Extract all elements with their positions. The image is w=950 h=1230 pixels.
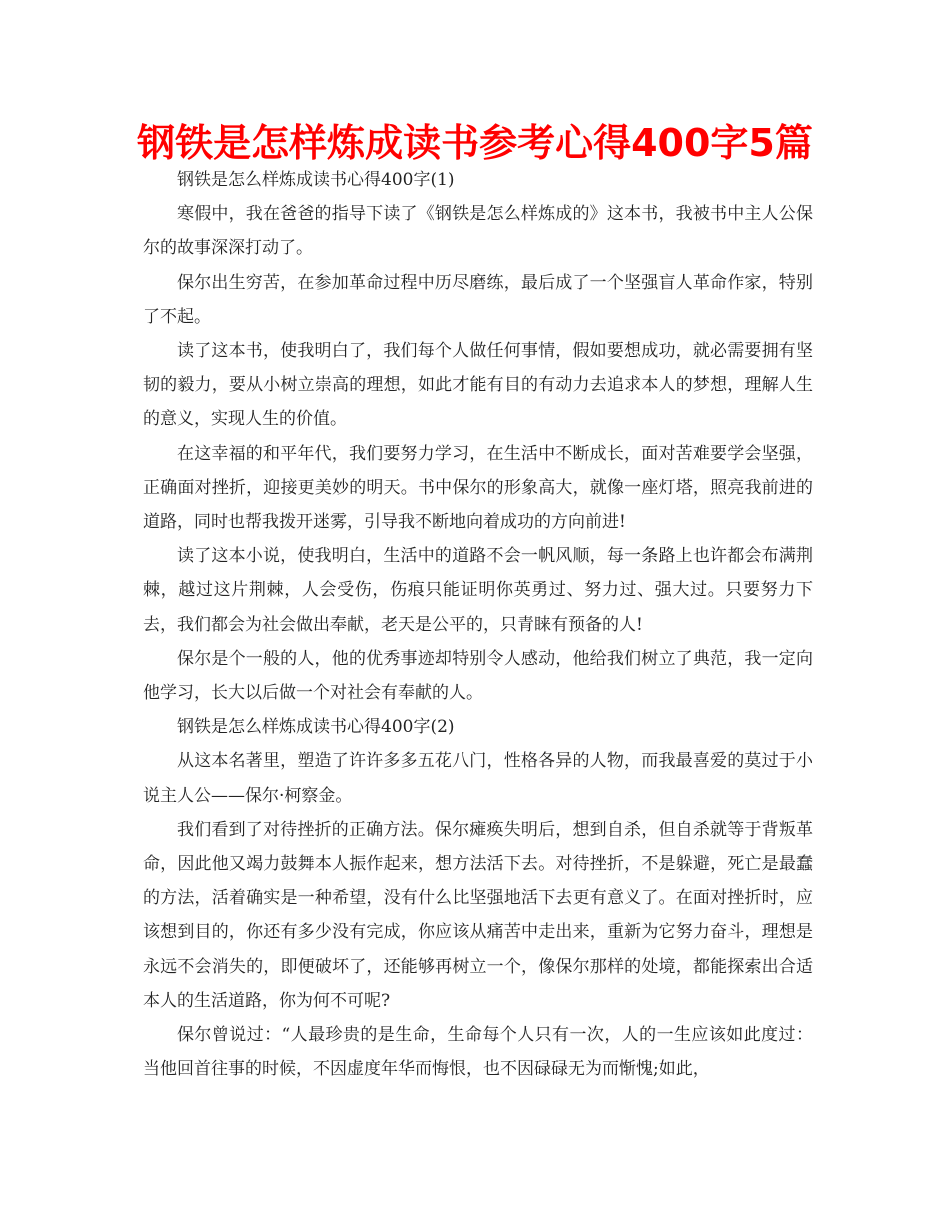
paragraph: 保尔曾说过：“人最珍贵的是生命，生命每个人只有一次，人的一生应该如此度过：当他回首往事的时候，不因虚度年华而悔恨，也不因碌碌无为而惭愧;如此， xyxy=(143,1025,813,1080)
document-title: 钢铁是怎样炼成读书参考心得400字5篇 xyxy=(137,121,813,165)
paragraph: 在这幸福的和平年代，我们要努力学习，在生活中不断成长，面对苦难要学会坚强，正确面对挫折，迎接更美妙的明天。书中保尔的形象高大，就像一座灯塔，照亮我前进的道路，同时也帮我拨开迷雾，引导我不断地向着成功的方向前进! xyxy=(143,443,813,533)
paragraph: 寒假中，我在爸爸的指导下读了《钢铁是怎么样炼成的》这本书，我被书中主人公保尔的故事深深打动了。 xyxy=(143,204,813,259)
document-body xyxy=(143,163,813,1086)
paragraph: 从这本名著里，塑造了许许多多五花八门，性格各异的人物，而我最喜爱的莫过于小说主人公——保尔·柯察金。 xyxy=(143,751,813,806)
paragraph: 我们看到了对待挫折的正确方法。保尔瘫痪失明后，想到自杀，但自杀就等于背叛革命，因此他又竭力鼓舞本人振作起来，想方法活下去。对待挫折，不是躲避，死亡是最蠢的方法，活着确实是一种希望，没有什么比坚强地活下去更有意义了。在面对挫折时，应该想到目的，你还有多少没有完成，你应该从痛苦中走出来，重新为它努力奋斗，理想是永远不会消失的，即便破坏了，还能够再树立一个，像保尔那样的处境，都能探索出合适本人的生活道路，你为何不可呢? xyxy=(143,819,813,1011)
paragraph: 读了这本小说，使我明白，生活中的道路不会一帆风顺，每一条路上也许都会布满荆棘，越过这片荆棘，人会受伤，伤痕只能证明你英勇过、努力过、强大过。只要努力下去，我们都会为社会做出奉献，老天是公平的，只青睐有预备的人! xyxy=(143,546,813,635)
paragraph: 保尔是个一般的人，他的优秀事迹却特别令人感动，他给我们树立了典范，我一定向他学习，长大以后做一个对社会有奉献的人。 xyxy=(143,648,813,704)
section-heading: 钢铁是怎么样炼成读书心得400字(1) xyxy=(177,170,455,190)
section-heading: 钢铁是怎么样炼成读书心得400字(2) xyxy=(177,717,455,738)
paragraph: 保尔出生穷苦，在参加革命过程中历尽磨练，最后成了一个坚强盲人革命作家，特别了不起。 xyxy=(143,272,813,327)
paragraph: 读了这本书，使我明白了，我们每个人做任何事情，假如要想成功，就必需要拥有坚韧的毅力，要从小树立崇高的理想，如此才能有目的有动力去追求本人的梦想，理解人生的意义，实现人生的价值。 xyxy=(143,341,813,430)
